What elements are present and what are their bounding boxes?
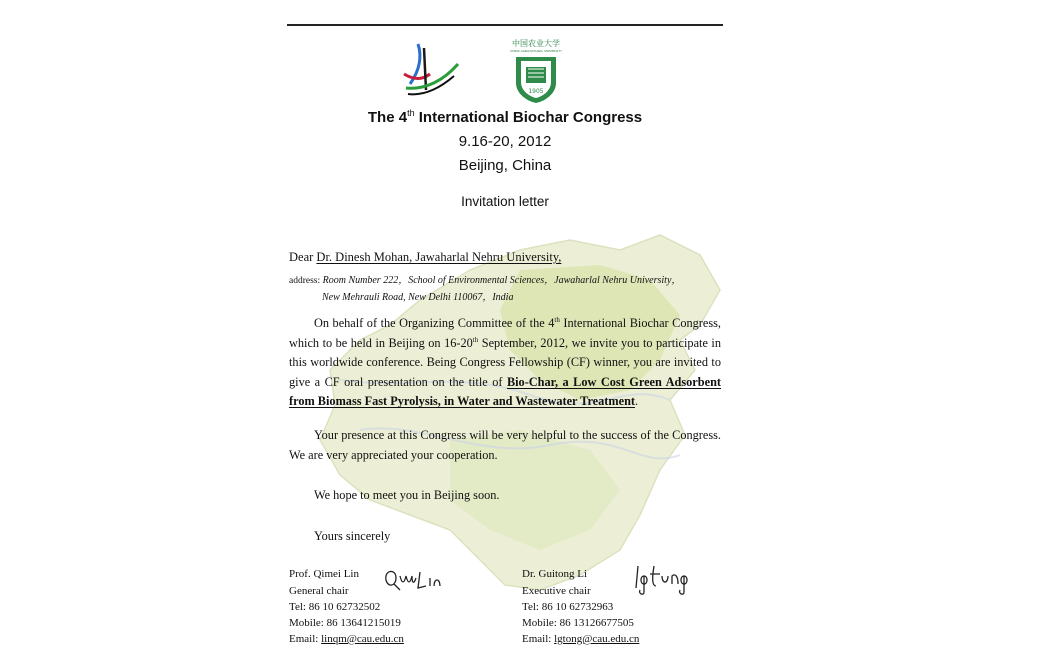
recipient-address-line1: address: Room Number 222，School of Environmental Sciences，Jawaharlal Nehru University，	[289, 275, 682, 286]
left-signature	[382, 566, 442, 596]
left-signatory-role: General chair	[289, 585, 349, 597]
congress-title: The 4th International Biochar Congress	[367, 108, 643, 126]
recipient-address-line2: New Mehrauli Road, New Delhi 110067，India	[322, 292, 514, 303]
salutation: Dear Dr. Dinesh Mohan, Jawaharlal Nehru University,	[289, 250, 562, 264]
left-signatory-tel: Tel: 86 10 62732502	[289, 601, 381, 613]
congress-location: Beijing, China	[458, 157, 552, 174]
university-seal-icon	[508, 53, 564, 105]
recipient-name: Dr. Dinesh Mohan, Jawaharlal Nehru University,	[316, 250, 562, 264]
right-signature	[632, 562, 698, 596]
left-signatory-mobile: Mobile: 86 13641215019	[289, 617, 401, 629]
left-signatory-email-link[interactable]: linqm@cau.edu.cn	[321, 633, 404, 645]
congress-dates: 9.16-20, 2012	[458, 133, 552, 150]
document-type: Invitation letter	[461, 194, 549, 209]
university-name-text: 中国农业大学	[512, 39, 560, 48]
congress-logo	[400, 40, 462, 100]
right-signatory-email-link[interactable]: lgtong@cau.edu.cn	[554, 633, 640, 645]
presentation-title: Bio-Char, a Low Cost Green Adsorbent from Biomass Fast Pyrolysis, in Water and Wastewater Treatment	[289, 374, 721, 409]
university-logo	[508, 38, 564, 104]
left-signatory-email-row: Email: linqm@cau.edu.cn	[289, 633, 404, 645]
body-paragraph-1: On behalf of the Organizing Committee of the 4th International Biochar Congress, which to be held in Beijing on 16-20th September, 2012, we invite you to participate in this worldwide conference. Being Congress Fellowship (CF) winner, you are invited to give a CF oral presentation on the title of Bio-Char, a Low Cost Green Adsorbent from Biomass Fast Pyrolysis, in Water and Wastewater Treatment.	[289, 315, 721, 409]
body-paragraph-3: We hope to meet you in Beijing soon.	[314, 488, 500, 502]
university-subtext: CHINA AGRICULTURAL UNIVERSITY	[510, 49, 562, 53]
right-signatory-mobile: Mobile: 86 13126677505	[522, 617, 634, 629]
right-signatory-role: Executive chair	[522, 585, 591, 597]
university-year: 1905	[528, 88, 544, 95]
left-signatory-name: Prof. Qimei Lin	[289, 568, 359, 580]
right-signatory-email-row: Email: lgtong@cau.edu.cn	[522, 633, 640, 645]
right-signatory-tel: Tel: 86 10 62732963	[522, 601, 614, 613]
top-rule	[287, 24, 723, 26]
closing: Yours sincerely	[314, 529, 391, 543]
body-paragraph-2: Your presence at this Congress will be very helpful to the success of the Congress. We are very appreciated your cooperation.	[289, 428, 721, 462]
right-signatory-name: Dr. Guitong Li	[522, 568, 588, 580]
